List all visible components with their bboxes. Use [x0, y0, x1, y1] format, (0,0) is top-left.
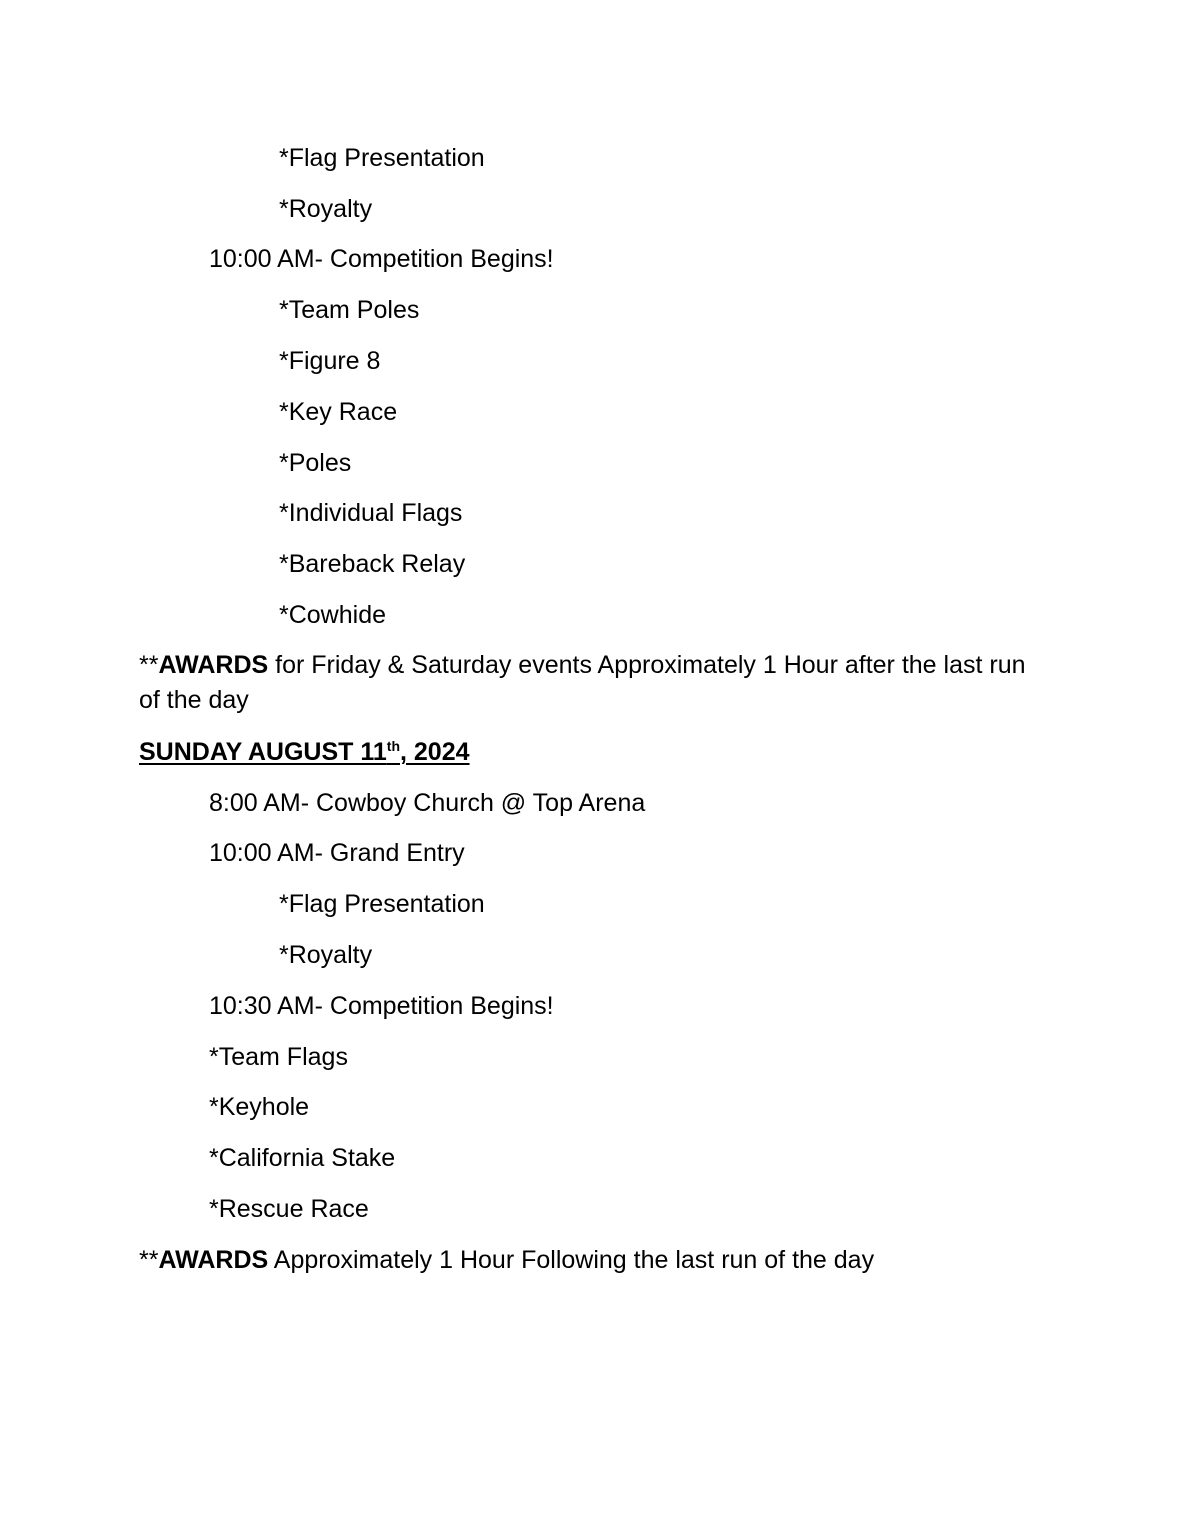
event-item: *Individual Flags: [279, 499, 463, 527]
event-item: *Royalty: [279, 941, 373, 969]
sunday-heading: [139, 735, 470, 769]
event-item: *Figure 8: [279, 347, 381, 375]
awards-label: AWARDS: [158, 1246, 269, 1274]
awards-note-sunday: [139, 1243, 874, 1277]
sunday-heading-year: , 2024: [400, 738, 470, 766]
awards-prefix: **: [139, 651, 159, 679]
awards-text: Approximately 1 Hour Following the last run of the day: [268, 1246, 875, 1274]
awards-text: for Friday & Saturday events Approximately 1 Hour after the last run of the day: [139, 651, 1026, 714]
awards-label: AWARDS: [158, 651, 269, 679]
event-item: *Poles: [279, 449, 352, 477]
grand-entry: 10:00 AM- Grand Entry: [209, 839, 465, 867]
cowboy-church: 8:00 AM- Cowboy Church @ Top Arena: [209, 789, 646, 817]
awards-note-friday-saturday: [139, 648, 1029, 718]
event-item: *Cowhide: [279, 601, 387, 629]
competition-start: 10:30 AM- Competition Begins!: [209, 992, 554, 1020]
event-item: *Rescue Race: [209, 1195, 369, 1223]
sunday-heading-ordinal: th: [386, 738, 400, 754]
event-item: *Team Flags: [209, 1043, 348, 1071]
event-item: *Keyhole: [209, 1093, 310, 1121]
event-item: *Key Race: [279, 398, 398, 426]
event-item: *Team Poles: [279, 296, 420, 324]
event-item: *Flag Presentation: [279, 890, 485, 918]
event-item: *Bareback Relay: [279, 550, 466, 578]
event-item: *Royalty: [279, 195, 373, 223]
sunday-heading-date: SUNDAY AUGUST 11: [139, 738, 387, 766]
competition-start: 10:00 AM- Competition Begins!: [209, 245, 554, 273]
event-item: *Flag Presentation: [279, 144, 485, 172]
awards-prefix: **: [139, 1246, 159, 1274]
event-item: *California Stake: [209, 1144, 396, 1172]
